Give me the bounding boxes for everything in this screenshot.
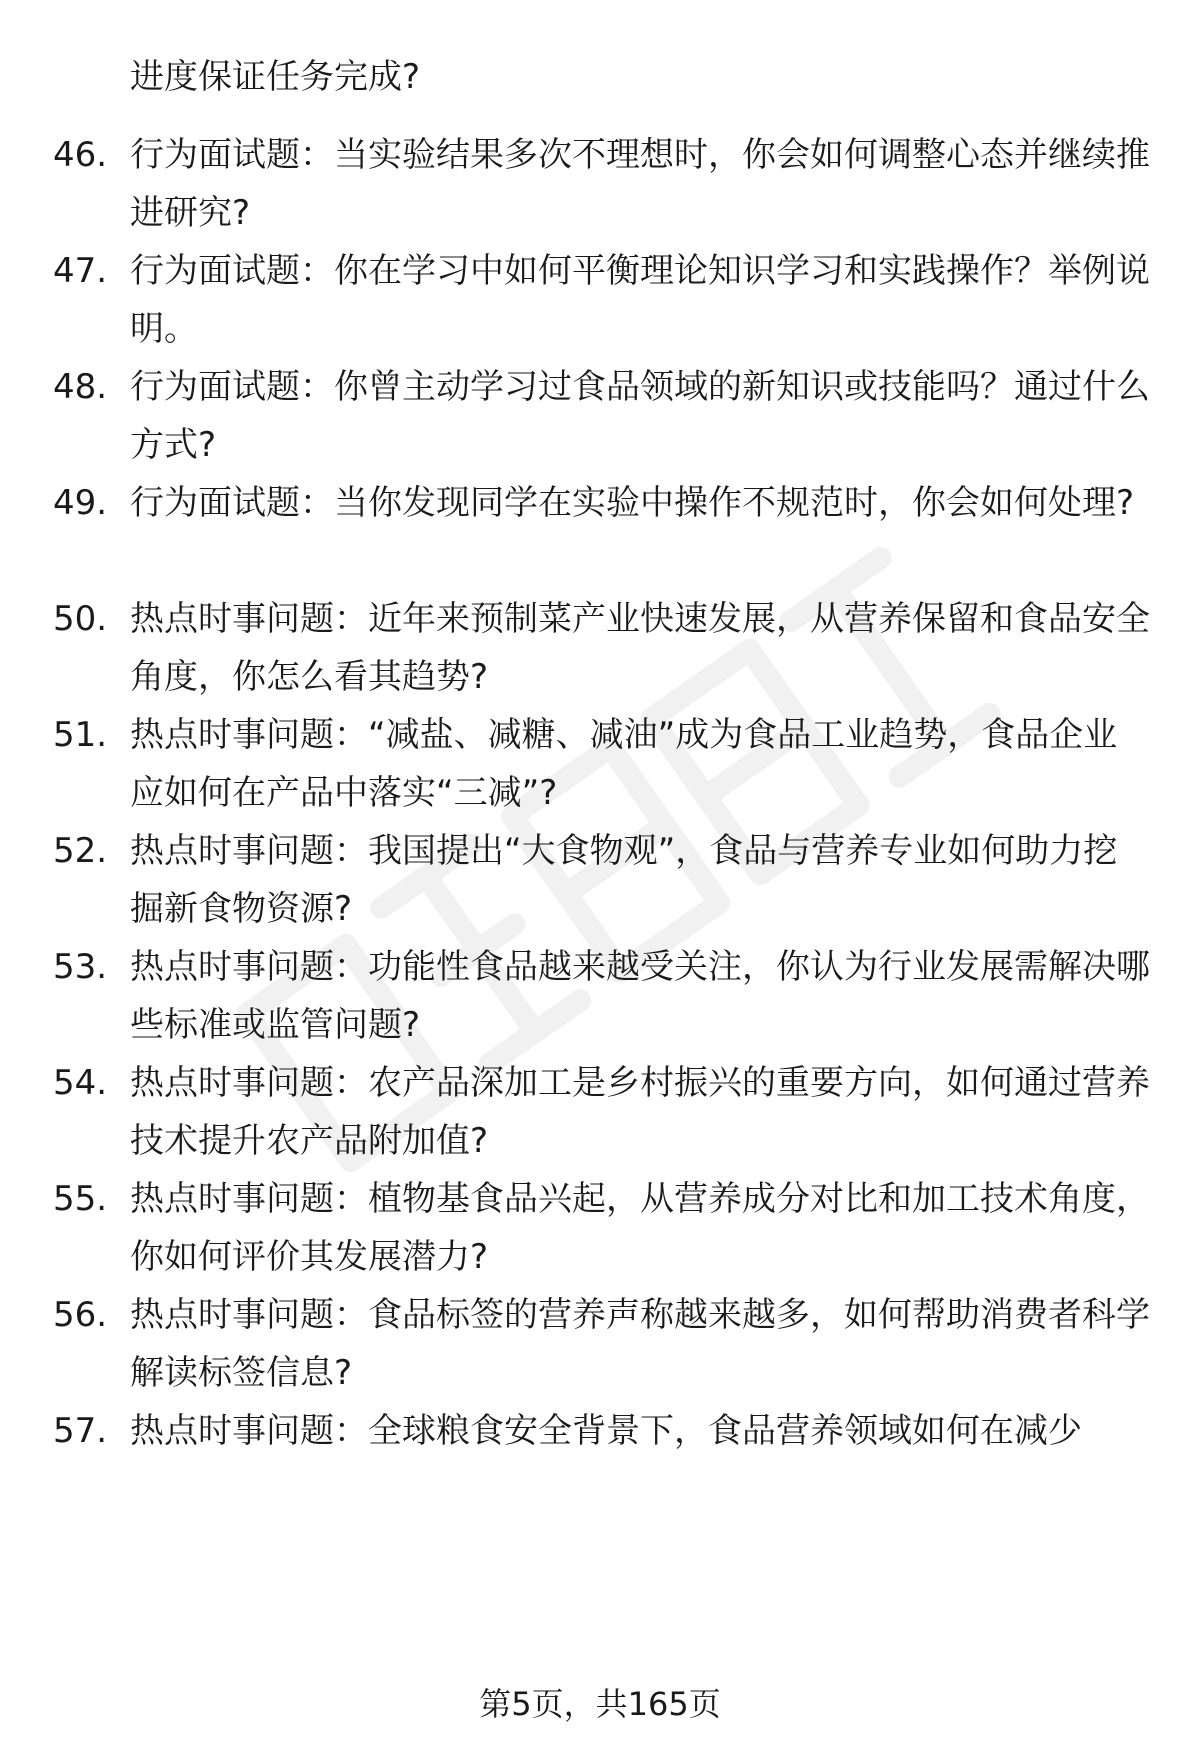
item-number: 47. (53, 251, 108, 291)
item-text: 热点时事问题：我国提出“大食物观”，食品与营养专业如何助力挖掘新食物资源? (130, 831, 1118, 929)
item-text: 热点时事问题：功能性食品越来越受关注，你认为行业发展需解决哪些标准或监管问题? (130, 947, 1150, 1045)
item-text: 热点时事问题：农产品深加工是乡村振兴的重要方向，如何通过营养技术提升农产品附加值? (130, 1063, 1150, 1161)
item-text: 行为面试题：你在学习中如何平衡理论知识学习和实践操作？举例说明。 (130, 251, 1150, 349)
item-number: 53. (53, 947, 108, 987)
item-number: 49. (53, 483, 108, 523)
item-number: 46. (53, 135, 108, 175)
item-text: 热点时事问题：植物基食品兴起，从营养成分对比和加工技术角度，你如何评价其发展潜力? (130, 1179, 1150, 1277)
item-text: 行为面试题：你曾主动学习过食品领域的新知识或技能吗？通过什么方式? (130, 367, 1150, 465)
item-text: 热点时事问题：全球粮食安全背景下，食品营养领域如何在减少 (130, 1411, 1082, 1451)
item-text: 热点时事问题：食品标签的营养声称越来越多，如何帮助消费者科学解读标签信息? (130, 1295, 1150, 1393)
item-text: 热点时事问题：“减盐、减糖、减油”成为食品工业趋势，食品企业应如何在产品中落实“三减”? (130, 715, 1118, 813)
item-number: 56. (53, 1295, 108, 1335)
item-number: 48. (53, 367, 108, 407)
item-number: 55. (53, 1179, 108, 1219)
item-number: 54. (53, 1063, 108, 1103)
item-number: 52. (53, 831, 108, 871)
item-number: 50. (53, 599, 108, 639)
item-number: 51. (53, 715, 108, 755)
item-text: 行为面试题：当实验结果多次不理想时，你会如何调整心态并继续推进研究? (130, 135, 1150, 233)
page-footer: 第5页，共165页 (479, 1685, 721, 1723)
item-text: 热点时事问题：近年来预制菜产业快速发展，从营养保留和食品安全角度，你怎么看其趋势? (130, 599, 1150, 697)
item-text: 行为面试题：当你发现同学在实验中操作不规范时，你会如何处理? (130, 483, 1135, 523)
continuation-text: 进度保证任务完成? (130, 57, 421, 97)
item-number: 57. (53, 1411, 108, 1451)
